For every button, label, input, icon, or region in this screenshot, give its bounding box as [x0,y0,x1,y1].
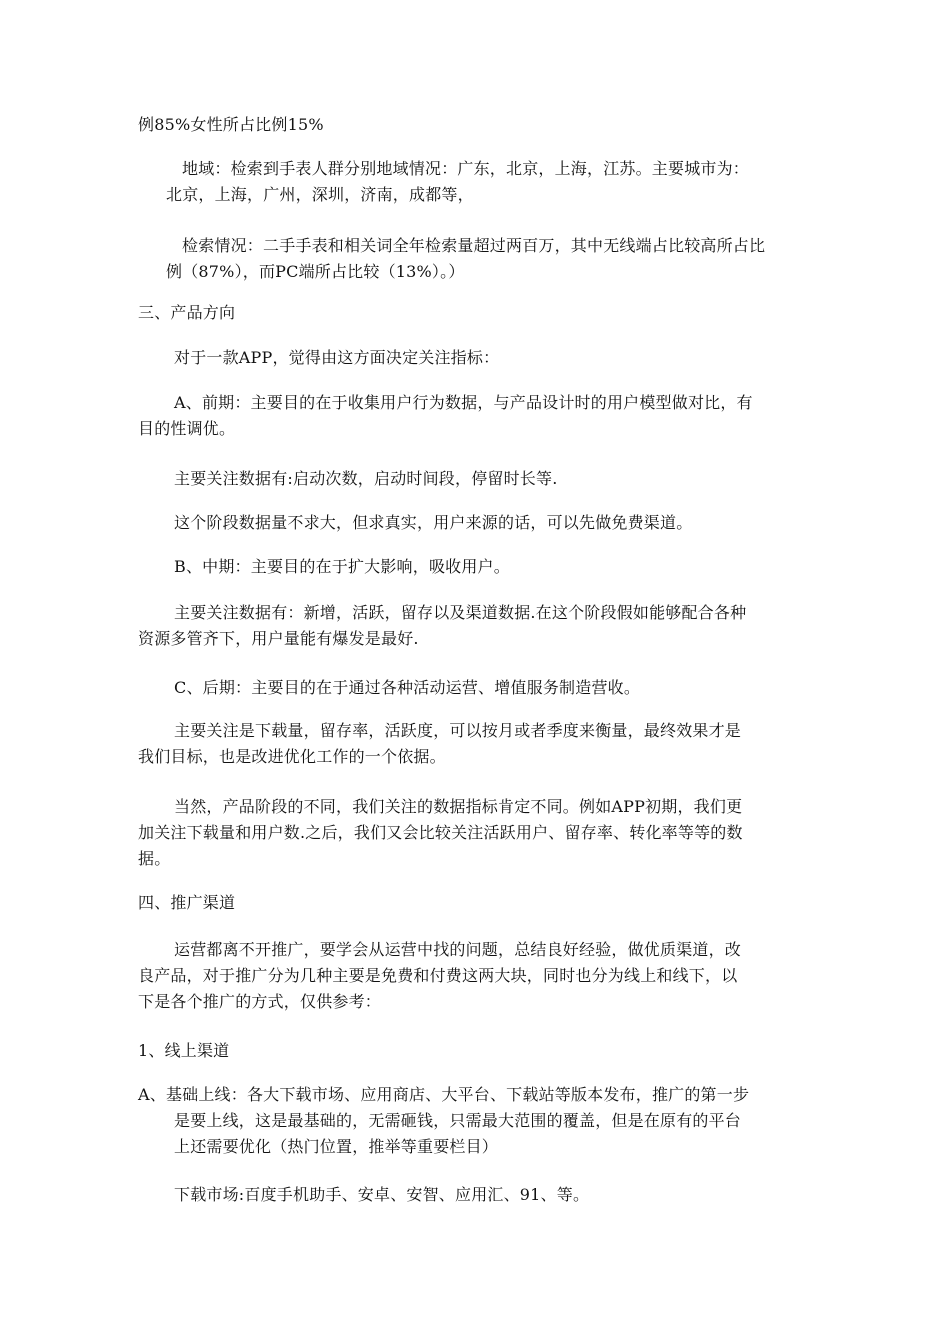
text-line: 主要关注是下载量，留存率，活跃度，可以按月或者季度来衡量，最终效果才是 [174,721,742,740]
paragraph-6 [138,390,828,442]
text-line: 下载市场:百度手机助手、安卓、安智、应用汇、91、等。 [174,1185,590,1204]
text-line: A、前期：主要目的在于收集用户行为数据，与产品设计时的用户模型做对比，有 [174,393,753,412]
text-line: 加关注下载量和用户数.之后，我们又会比较关注活跃用户、留存率、转化率等等的数 [138,823,743,842]
paragraph-17 [138,1082,828,1160]
text-line: 检索情况：二手手表和相关词全年检索量超过两百万，其中无线端占比较高所占比 [182,236,766,255]
text-line: C、后期：主要目的在于通过各种活动运营、增值服务制造营收。 [174,678,641,697]
text-line: 地域：检索到手表人群分别地域情况：广东，北京，上海，江苏。主要城市为： [182,159,750,178]
subsection-heading-online-channels [138,1038,798,1064]
paragraph-8 [138,510,818,536]
text-line: 例（87%），而PC端所占比较（13%）。） [166,262,465,281]
paragraph-3 [166,233,826,285]
text-line: 目的性调优。 [138,419,236,438]
paragraph-11 [138,675,818,701]
text-line: 是要上线，这是最基础的，无需砸钱，只需最大范围的覆盖，但是在原有的平台 [174,1111,742,1130]
paragraph-7 [138,466,818,492]
text-line: 我们目标，也是改进优化工作的一个依据。 [138,747,446,766]
text-line: 对于一款APP，觉得由这方面决定关注指标： [174,348,500,367]
text-line: 据。 [138,849,171,868]
text-line: A、基础上线：各大下载市场、应用商店、大平台、下载站等版本发布，推广的第一步 [138,1085,750,1104]
text-line: 当然，产品阶段的不同，我们关注的数据指标肯定不同。例如APP初期，我们更 [174,797,743,816]
text-line: 下是各个推广的方式，仅供参考： [138,992,382,1011]
section-heading-product-direction [138,300,798,326]
text-line: 资源多管齐下，用户量能有爆发是最好. [138,629,419,648]
text-line: B、中期：主要目的在于扩大影响，吸收用户。 [174,557,510,576]
text-line: 北京，上海，广州，深圳，济南，成都等， [166,185,474,204]
text-line: 这个阶段数据量不求大，但求真实，用户来源的话，可以先做免费渠道。 [174,513,693,532]
text-line: 上还需要优化（热门位置，推举等重要栏目） [174,1137,499,1156]
paragraph-5 [138,345,818,371]
text-line: 例85%女性所占比例15% [138,115,324,134]
paragraph-13 [138,794,828,872]
paragraph-9 [138,554,818,580]
paragraph-10 [138,600,828,652]
paragraph-1 [138,112,798,138]
text-line: 主要关注数据有:启动次数，启动时间段，停留时长等. [174,469,558,488]
paragraph-18 [138,1182,818,1208]
heading-text: 四、推广渠道 [138,893,236,912]
paragraph-15 [138,937,828,1015]
section-heading-promotion-channels [138,890,798,916]
text-line: 运营都离不开推广，要学会从运营中找的问题，总结良好经验，做优质渠道，改 [174,940,742,959]
heading-text: 三、产品方向 [138,303,236,322]
text-line: 良产品，对于推广分为几种主要是免费和付费这两大块，同时也分为线上和线下，以 [138,966,738,985]
paragraph-2 [166,156,826,208]
heading-text: 1、线上渠道 [138,1041,230,1060]
text-line: 主要关注数据有：新增，活跃，留存以及渠道数据.在这个阶段假如能够配合各种 [174,603,747,622]
paragraph-12 [138,718,828,770]
